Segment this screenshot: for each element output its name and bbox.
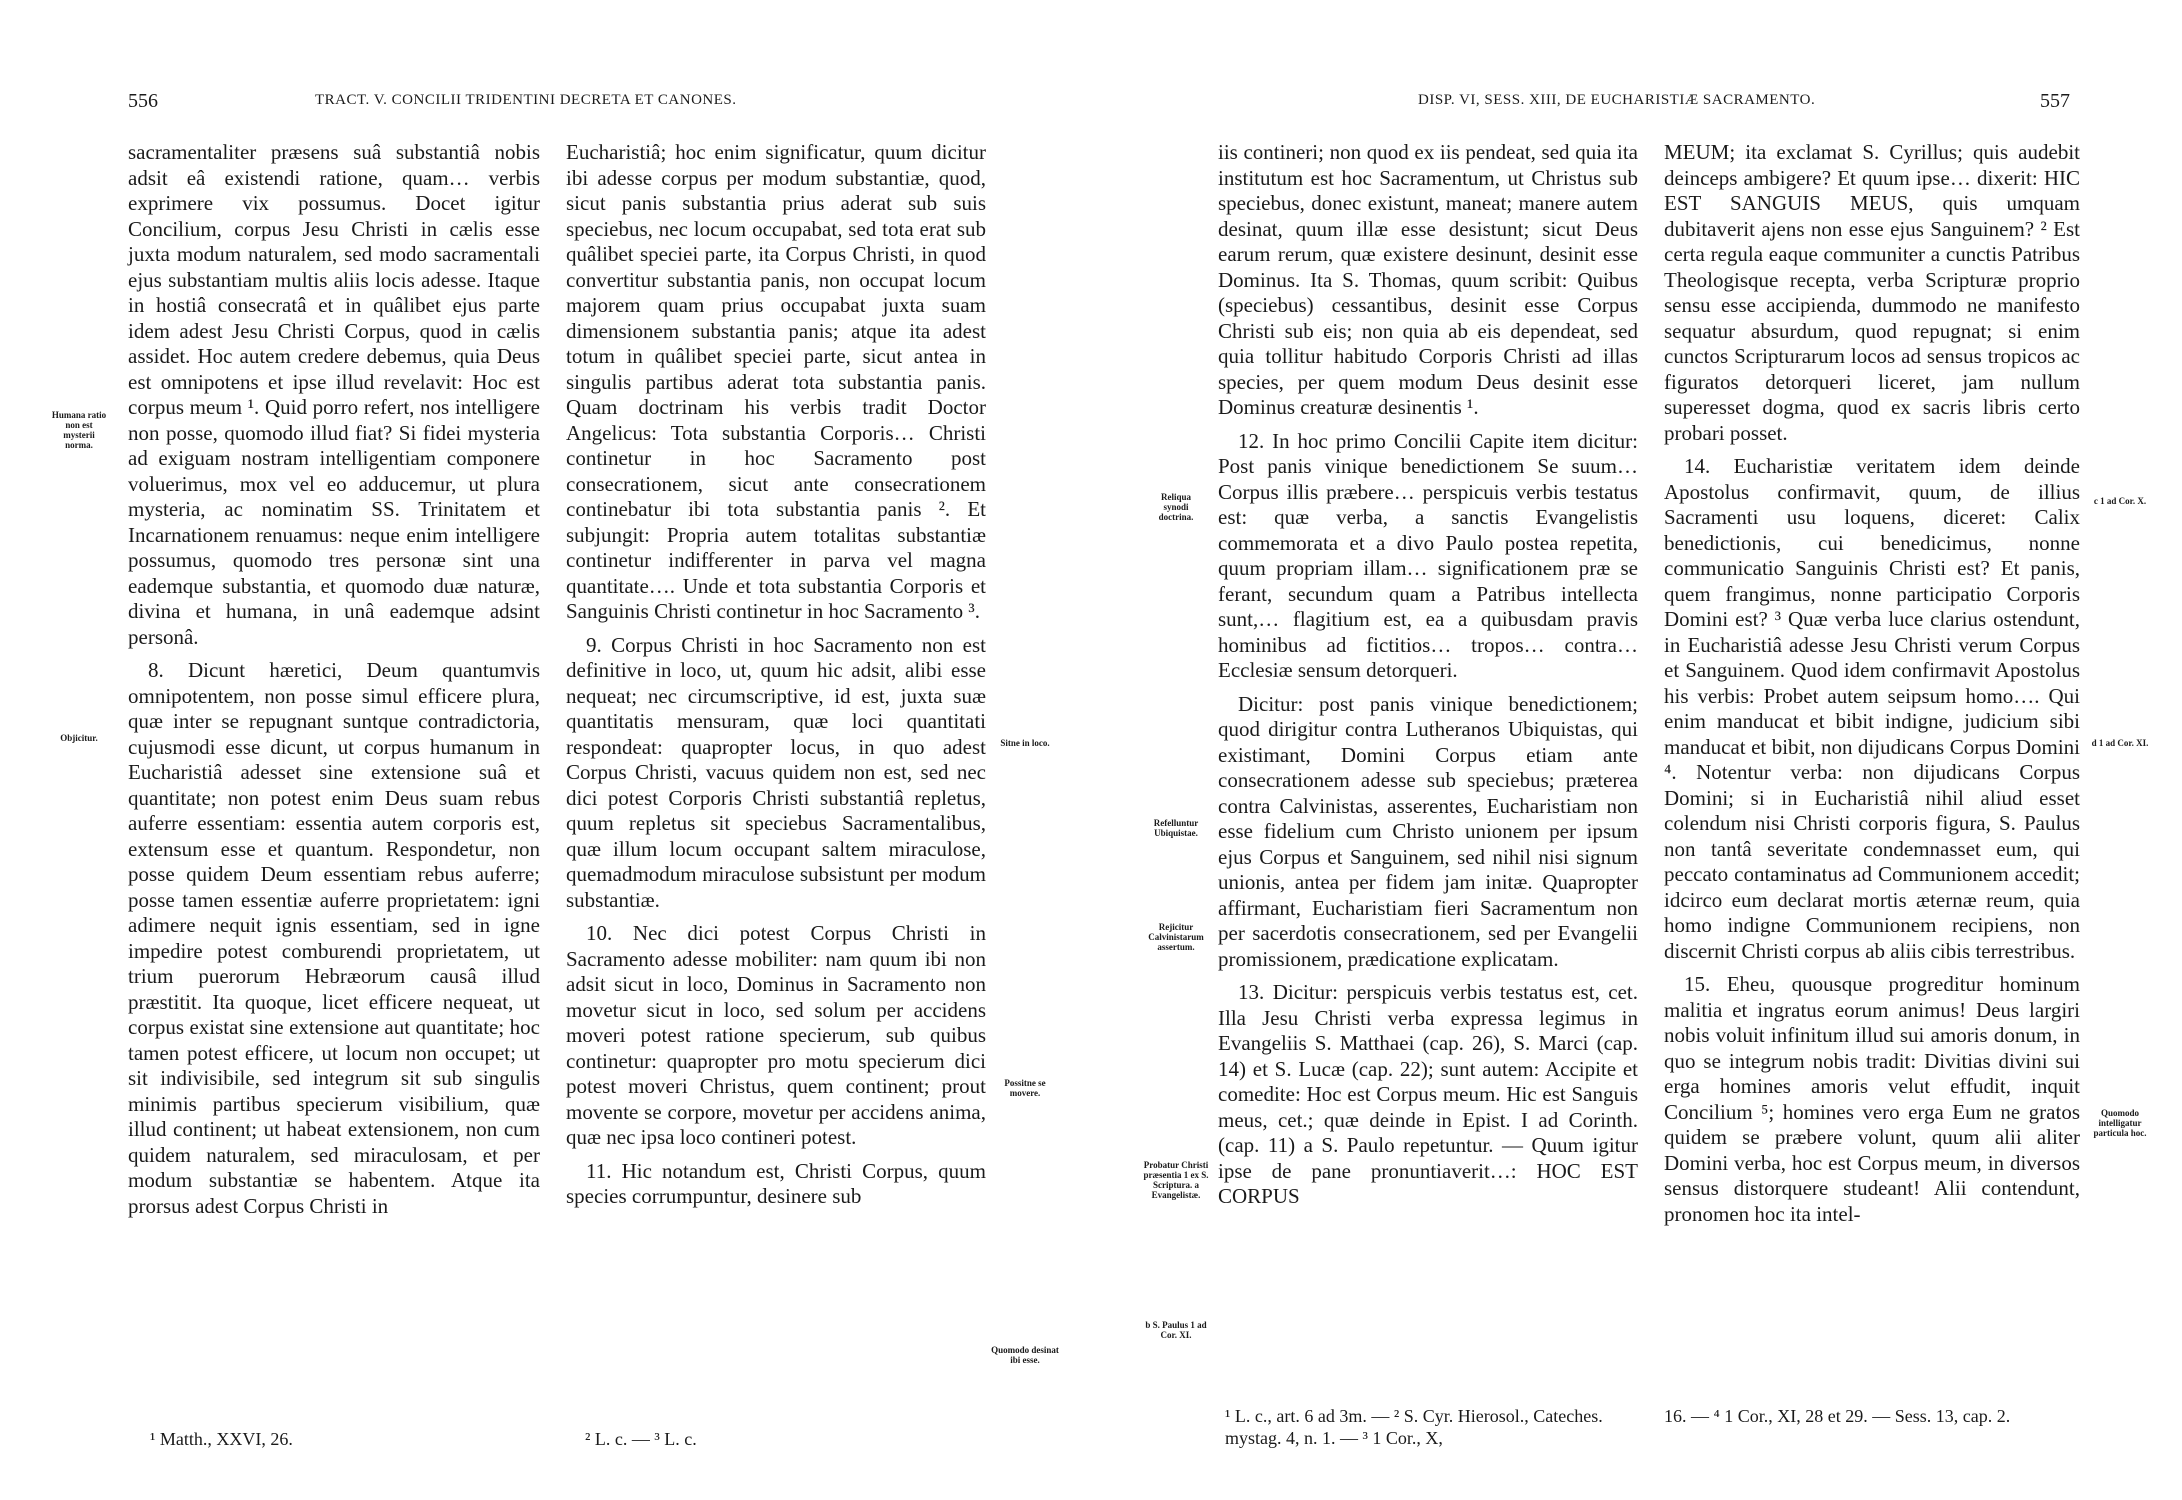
- margin-note: Probatur Christi præsentia 1 ex S. Scriptura. a Evangelistæ.: [1143, 1160, 1209, 1200]
- paragraph: 12. In hoc primo Concilii Capite item dicitur: Post panis vinique benedictionem Se suum… Corpus illis præbere… perspicuis verbis testatus est: quæ verba, a sanctis Evangelistis commemorata et a divo Paulo postea repetita, quum propriam illam… significationem præ se ferant, secundum quam a Patribus intellecta sunt,… flagitium est, ea a quibusdam pravis hominibus ad fictitios… tropos… contra… Ecclesiæ sensum detorqueri.: [1218, 428, 1638, 682]
- paragraph: 13. Dicitur: perspicuis verbis testatus est, cet. Illa Jesu Christi verba expressa legimus in Evangeliis S. Matthaei (cap. 26), S. Marci (cap. 14) et S. Lucæ (cap. 22); sunt autem: Accipite et comedite: Hoc est Corpus meum. Hic est Sanguis meus, cet.; quæ deinde in Epist. I ad Corinth. (cap. 11) a S. Paulo repetuntur. — Quum igitur ipse de pane pronuntiaverit…: HOC EST CORPUS: [1218, 980, 1638, 1208]
- margin-note: b S. Paulus 1 ad Cor. XI.: [1145, 1320, 1207, 1340]
- footnote: 16. — ⁴ 1 Cor., XI, 28 et 29. — Sess. 13, cap. 2.: [1664, 1406, 2011, 1426]
- left-page-number: 556: [128, 90, 158, 112]
- paragraph: 9. Corpus Christi in hoc Sacramento non est definitive in loco, ut, quum hic adsit, alibi esse nequeat; nec circumscriptive, id est, juxta suæ quantitatis mensuram, quæ loci quantitati respondeat: quapropter locus, in quo adest Corpus Christi, vacuus quidem non est, sed nec dici potest Corporis Christi substantiâ repletus, quum repletus sit speciebus Sacramentalibus, quæ illum locum occupant saltem miraculose, quemadmodum miraculose subsistunt per modum substantiæ.: [566, 632, 986, 912]
- paragraph: 10. Nec dici potest Corpus Christi in Sacramento adesse mobiliter: nam quum ibi non adsit sicut in loco, Dominus in Sacramento non movetur sicut in loco, sed solum per accidens moveri potest ratione specierum, sub quibus continetur: quapropter pro motu specierum dici potest moveri Christus, quem continent; prout movente se corpore, movetur per accidens anima, quæ nec ipsa loco contineri potest.: [566, 921, 986, 1149]
- margin-note: Quomodo desinat ibi esse.: [991, 1345, 1059, 1365]
- footnote: ¹ Matth., XXVI, 26.: [150, 1429, 293, 1449]
- margin-note: Quomodo intelligatur particula hoc.: [2093, 1108, 2147, 1138]
- margin-note: Humana ratio non est mysterii norma.: [51, 410, 107, 450]
- right-page-column-1: [1218, 140, 1638, 1218]
- right-page-number: 557: [2040, 90, 2070, 112]
- left-page-column-2: [566, 140, 986, 1218]
- paragraph: 11. Hic notandum est, Christi Corpus, quum species corrumpuntur, desinere sub: [566, 1158, 986, 1208]
- margin-note: Possitne se movere.: [1004, 1078, 1046, 1098]
- paragraph: sacramentaliter præsens suâ substantiâ nobis adsit eâ existendi ratione, quam… verbis exprimere vix possumus. Docet igitur Concilium, corpus Jesu Christi in cælis esse juxta modum naturalem, sed modo sacramentali ejus substantiam multis aliis locis adesse. Itaque in hostiâ consecratâ et in quâlibet ejus parte idem adest Jesu Christi Corpus, quod in cælis assidet. Hoc autem credere debemus, quia Deus est omnipotens et ipse illud revelavit: Hoc est corpus meum ¹. Quid porro refert, nos intelligere non posse, quomodo illud fiat? Si fidei mysteria ad exiguam nostram intelligentiam componere voluerimus, mox vel eo adducemur, ut plura mysteria, ac nominatim SS. Trinitatem et Incarnationem renuamus: neque enim intelligere possumus, quomodo tres personæ sint una eademque substantia, et quomodo duæ naturæ, divina et humana, in unâ eademque adsint personâ.: [128, 140, 540, 649]
- margin-note: Objicitur.: [60, 733, 98, 743]
- margin-note: Refelluntur Ubiquistae.: [1153, 818, 1199, 838]
- paragraph: 8. Dicunt hæretici, Deum quantumvis omnipotentem, non posse simul efficere plura, quæ inter se repugnant suntque contradictoria, cujusmodi esse dicunt, ut corpus humanum in Eucharistiâ adesset sine extensione suâ et quantitate; non potest enim Deus suam rebus auferre essentiam: essentia autem corporis est, extensum esse et quantum. Respondetur, non posse quidem Deum essentiam rebus auferre; posse tamen essentiæ auferre proprietatem: igni adimere nequit ignis essentiam, sed in igne impedire potest comburendi proprietatem, ut trium puerorum Hebræorum causâ illud præstitit. Ita quoque, licet efficere nequeat, ut corpus existat sine extensione aut quantitate; hoc tamen potest efficere, ut locum non occupet; ut sit indivisibile, sed integrum sit sub singulis minimis partibus specierum visibilium, quæ illud continent; ut habeat extensionem, non cum quidem naturalem, sed miraculosam, et per modum substantiæ se habentem. Atque ita prorsus adest Corpus Christi in: [128, 658, 540, 1218]
- footnote: ² L. c. — ³ L. c.: [585, 1429, 697, 1449]
- margin-note: Rejicitur Calvinistarum assertum.: [1148, 922, 1204, 952]
- paragraph: MEUM; ita exclamat S. Cyrillus; quis audebit deinceps ambigere? Et quum ipse… dixerit: HIC EST SANGUIS MEUS, quis umquam dubitaverit ajens non esse ejus Sanguinem? ² Est certa regula eaque communiter a cunctis Patribus Theologisque recepta, verba Scripturæ proprio sensu esse accipienda, dummodo ne manifesto sequatur absurdum, quod repugnat; si enim cunctos Scripturarum locos ad sensus tropicos ac figuratos detorqueri liceret, jam nullum superesset dogma, quod ex sacris libris certo probari posset.: [1664, 140, 2080, 445]
- paragraph: 14. Eucharistiæ veritatem idem deinde Apostolus confirmavit, quum, de illius Sacramenti usu loquens, diceret: Calix benedictionis, cui benedicimus, nonne communicatio Sanguinis Christi est? Et panis, quem frangimus, nonne participatio Corporis Domini est? ³ Quæ verba luce clarius ostendunt, in Eucharistiâ adesse Jesu Christi verum Corpus et Sanguinem. Quod idem confirmavit Apostolus his verbis: Probet autem seipsum homo…. Qui enim manducat et bibit indigne, judicium sibi manducat et bibit, non dijudicans Corpus Domini ⁴. Notentur verba: non dijudicans Corpus Domini; si in Eucharistiâ nihil aliud esset colendum nisi Christi corporis figura, S. Paulus non tantâ severitate condemnasset eum, qui peccato contaminatus ad Communionem accedit; idcirco eum declarat mortis æternæ reum, quia homo indigne Communionem recipiens, non discernit Christi corpus ab aliis cibis terrestribus.: [1664, 454, 2080, 963]
- paragraph: Dicitur: post panis vinique benedictionem; quod dirigitur contra Lutheranos Ubiquistas, qui existimant, Domini Corpus etiam ante consecrationem adesse sub speciebus; præterea contra Calvinistas, asserentes, Eucharistiam non esse fidelium cum Christo unionem per ipsum ejus Corpus et Sanguinem, sed nihil nisi signum unionis, antea per fidem jam initæ. Quapropter affirmant, Eucharistiam fieri Sacramentum non per sacerdotis consecrationem, sed per Evangelii promissionem, prædicatione explicatam.: [1218, 691, 1638, 971]
- margin-note: d 1 ad Cor. XI.: [2091, 738, 2149, 748]
- paragraph: 15. Eheu, quousque progreditur hominum malitia et ingratus eorum animus! Deus largiri nobis voluit infinitum illud sui amoris donum, in quo se integrum nobis tradit: Divitias divini sui erga homines amoris velut effudit, inquit Concilium ⁵; homines vero erga Eum ne gratos quidem se præbere volunt, quum alii aliter Domini verba, hoc est Corpus meum, in diversos sensus distorquere studeant! Alii contendunt, pronomen hoc ita intel-: [1664, 972, 2080, 1226]
- margin-note: Reliqua synodi doctrina.: [1158, 492, 1194, 522]
- left-page-column-1: [128, 140, 540, 1227]
- left-running-head: TRACT. V. CONCILII TRIDENTINI DECRETA ET CANONES.: [315, 92, 737, 108]
- paragraph: Eucharistiâ; hoc enim significatur, quum dicitur ibi adesse corpus per modum substantiæ, quod, sicut panis substantia prius aderat sub suis speciebus, nec locum occupabat, sed tota erat sub quâlibet speciei parte, ita Corpus Christi, in quod convertitur substantia panis, non occupat locum majorem quam prius occupabat juxta suam dimensionem substantia panis; atque ita adest totum in quâlibet speciei parte, sicut antea in singulis partibus aderat tota substantia panis. Quam doctrinam his verbis tradit Doctor Angelicus: Tota substantia Corporis… Christi continetur in hoc Sacramento post consecrationem, sicut ante consecrationem continebatur ibi tota substantia panis ². Et subjungit: Propria autem totalitas substantiæ continetur indifferenter in parva vel magna quantitate…. Unde et tota substantia Corporis et Sanguinis Christi continetur in hoc Sacramento ³.: [566, 140, 986, 623]
- footnote: ¹ L. c., art. 6 ad 3m. — ² S. Cyr. Hierosol., Cateches. mystag. 4, n. 1. — ³ 1 Cor., X,: [1225, 1406, 1603, 1448]
- margin-note: Sitne in loco.: [1000, 738, 1050, 748]
- paragraph: iis contineri; non quod ex iis pendeat, sed quia ita institutum est hoc Sacramentum, ut Christus sub speciebus, donec existunt, maneat; manere autem desinat, quum illæ esse desistunt; sicut Deus earum rerum, quæ existere desinunt, desinit esse Dominus. Ita S. Thomas, quum scribit: Quibus (speciebus) cessantibus, desinit esse Corpus Christi sub eis; non quia ab eis dependeat, sed quia tollitur habitudo Corporis Christi ad illas species, per quem modum Deus desinit esse Dominus creaturæ desinentis ¹.: [1218, 140, 1638, 419]
- right-running-head: DISP. VI, SESS. XIII, DE EUCHARISTIÆ SACRAMENTO.: [1418, 92, 1816, 108]
- right-page-column-2: [1664, 140, 2080, 1235]
- margin-note: c 1 ad Cor. X.: [2093, 496, 2147, 506]
